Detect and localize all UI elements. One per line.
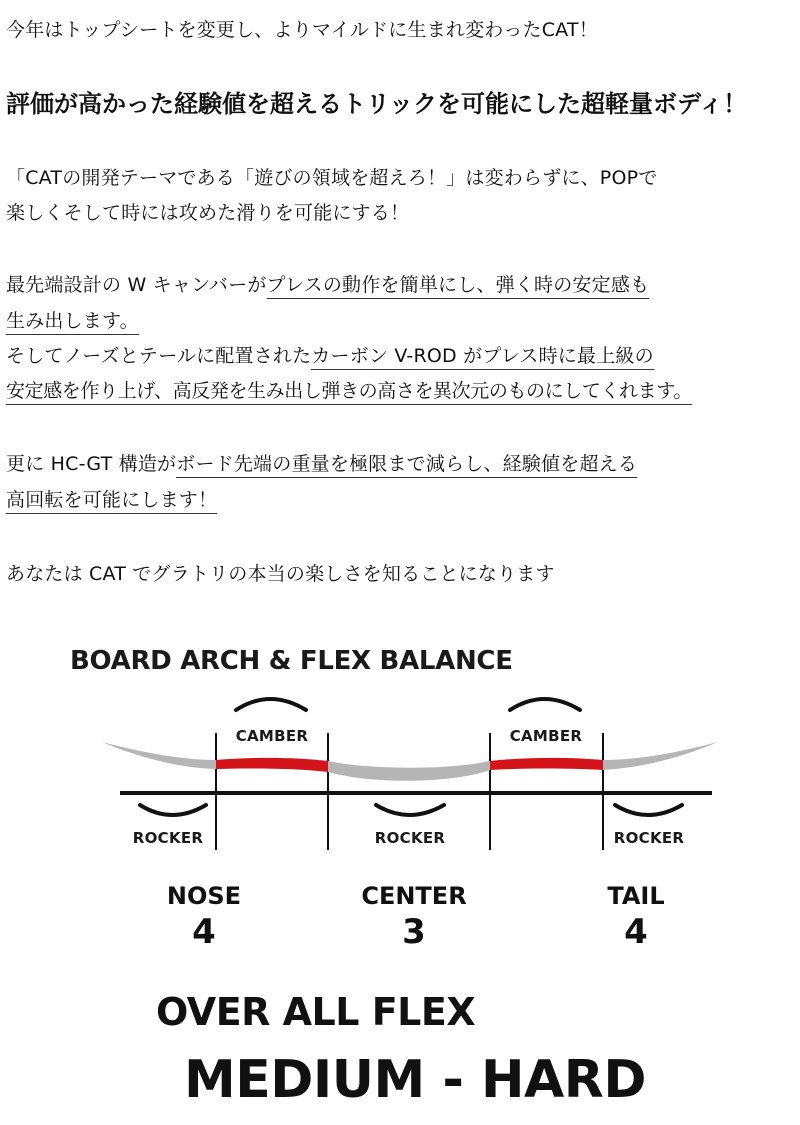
camber-section-nose [216,758,328,772]
zone-flex-center: 3 [402,912,426,952]
rocker-arc-icon [376,805,444,815]
camber-label: CAMBER [235,727,309,745]
camber-label: CAMBER [509,727,583,745]
zone-name-nose: NOSE [166,882,242,910]
camber-section-tail [490,758,603,770]
rocker-label: ROCKER [374,829,446,847]
rocker-section-center [328,761,490,781]
rocker-arc-icon [140,805,206,815]
plain-text: 更に HC-GT 構造が [6,453,177,475]
paragraph-line: あなたは CAT でグラトリの本当の楽しさを知ることになります [6,563,555,585]
zone-flex-nose: 4 [192,912,216,952]
underlined-text: カーボン V-ROD がプレス時に最上級の [311,345,653,370]
intro-line: 今年はトップシートを変更し、よりマイルドに生まれ変わったCAT！ [6,19,598,41]
camber-arc-icon [510,699,580,710]
underlined-text: プレスの動作を簡単にし、弾く時の安定感も [267,274,650,299]
camber-arc-icon [236,699,306,710]
plain-text: そしてノーズとテールに配置された [6,345,312,367]
overall-flex-label: OVER ALL FLEX [156,990,476,1034]
headline: 評価が高かった経験値を超えるトリックを可能にした超軽量ボディ！ [6,90,748,118]
underlined-text: ボード先端の重量を極限まで減らし、経験値を超える [176,453,637,478]
rocker-section-tail [603,742,718,770]
rocker-label: ROCKER [132,829,204,847]
zone-name-tail: TAIL [607,882,665,910]
rocker-arc-icon [615,805,682,815]
rocker-label: ROCKER [613,829,685,847]
zone-flex-tail: 4 [624,912,648,952]
underlined-text: 安定感を作り上げ、高反発を生み出し弾きの高さを異次元のものにしてくれます。 [6,380,692,405]
overall-flex-value: MEDIUM - HARD [184,1050,647,1110]
diagram-title: BOARD ARCH & FLEX BALANCE [70,646,513,676]
zone-name-center: CENTER [361,882,467,910]
plain-text: 最先端設計の W キャンバーが [6,274,267,296]
paragraph-line: 楽しくそして時には攻めた滑りを可能にする！ [6,202,410,224]
paragraph-line: 「CATの開発テーマである「遊びの領域を超えろ！」は変わらずに、POPで [6,167,658,189]
underlined-text: 生み出します。 [6,310,139,335]
underlined-text: 高回転を可能にします！ [6,489,217,514]
rocker-section-nose [102,742,216,769]
